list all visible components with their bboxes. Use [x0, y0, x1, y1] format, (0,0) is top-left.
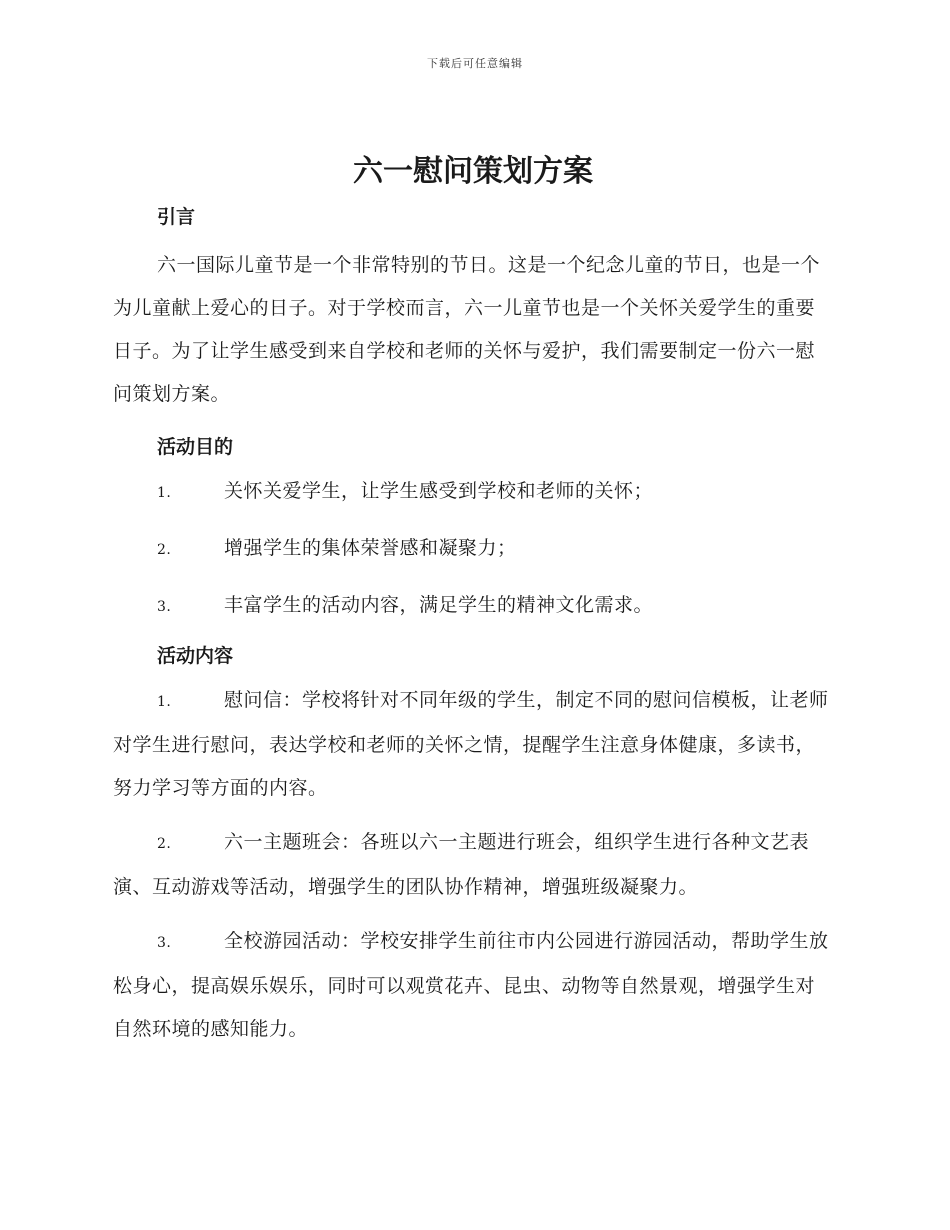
list-item	[113, 821, 833, 909]
document-title: 六一慰问策划方案	[353, 154, 593, 189]
list-text: 六一主题班会：各班以六一主题进行班会，组织学生进行各种文艺表演、互动游戏等活动，增强学生的团队协作精神，增强班级凝聚力。	[113, 831, 810, 898]
intro-paragraph: 六一国际儿童节是一个非常特别的节日。这是一个纪念儿童的节日，也是一个为儿童献上爱心的日子。对于学校而言，六一儿童节也是一个关怀关爱学生的重要日子。为了让学生感受到来自学校和老师的关怀与爱护，我们需要制定一份六一慰问策划方案。	[113, 254, 821, 405]
list-number: 3.	[157, 599, 172, 615]
list-number: 1.	[157, 485, 172, 501]
list-text: 全校游园活动：学校安排学生前往市内公园进行游园活动，帮助学生放松身心，提高娱乐娱乐，同时可以观赏花卉、昆虫、动物等自然景观，增强学生对自然环境的感知能力。	[113, 930, 829, 1040]
list-item	[113, 679, 833, 810]
page-header-note: 下载后可任意编辑	[427, 57, 523, 70]
list-text: 关怀关爱学生，让学生感受到学校和老师的关怀；	[224, 480, 654, 502]
list-item	[113, 920, 833, 1051]
list-text: 丰富学生的活动内容，满足学生的精神文化需求。	[224, 594, 654, 616]
list-number: 3.	[157, 935, 172, 951]
list-item	[113, 527, 833, 572]
list-number: 2.	[157, 542, 172, 558]
list-item	[113, 470, 833, 515]
purpose-list	[113, 470, 833, 629]
list-text: 增强学生的集体荣誉感和凝聚力；	[224, 537, 517, 559]
list-number: 1.	[157, 694, 172, 710]
section-heading-purpose: 活动目的	[157, 436, 234, 458]
document-body	[113, 148, 833, 1051]
list-number: 2.	[157, 836, 172, 852]
section-heading-content: 活动内容	[157, 645, 234, 667]
section-heading-intro: 引言	[157, 206, 196, 228]
list-text: 慰问信：学校将针对不同年级的学生，制定不同的慰问信模板，让老师对学生进行慰问，表达学校和老师的关怀之情，提醒学生注意身体健康，多读书，努力学习等方面的内容。	[113, 689, 829, 799]
list-item	[113, 584, 833, 629]
content-list	[113, 679, 833, 1051]
